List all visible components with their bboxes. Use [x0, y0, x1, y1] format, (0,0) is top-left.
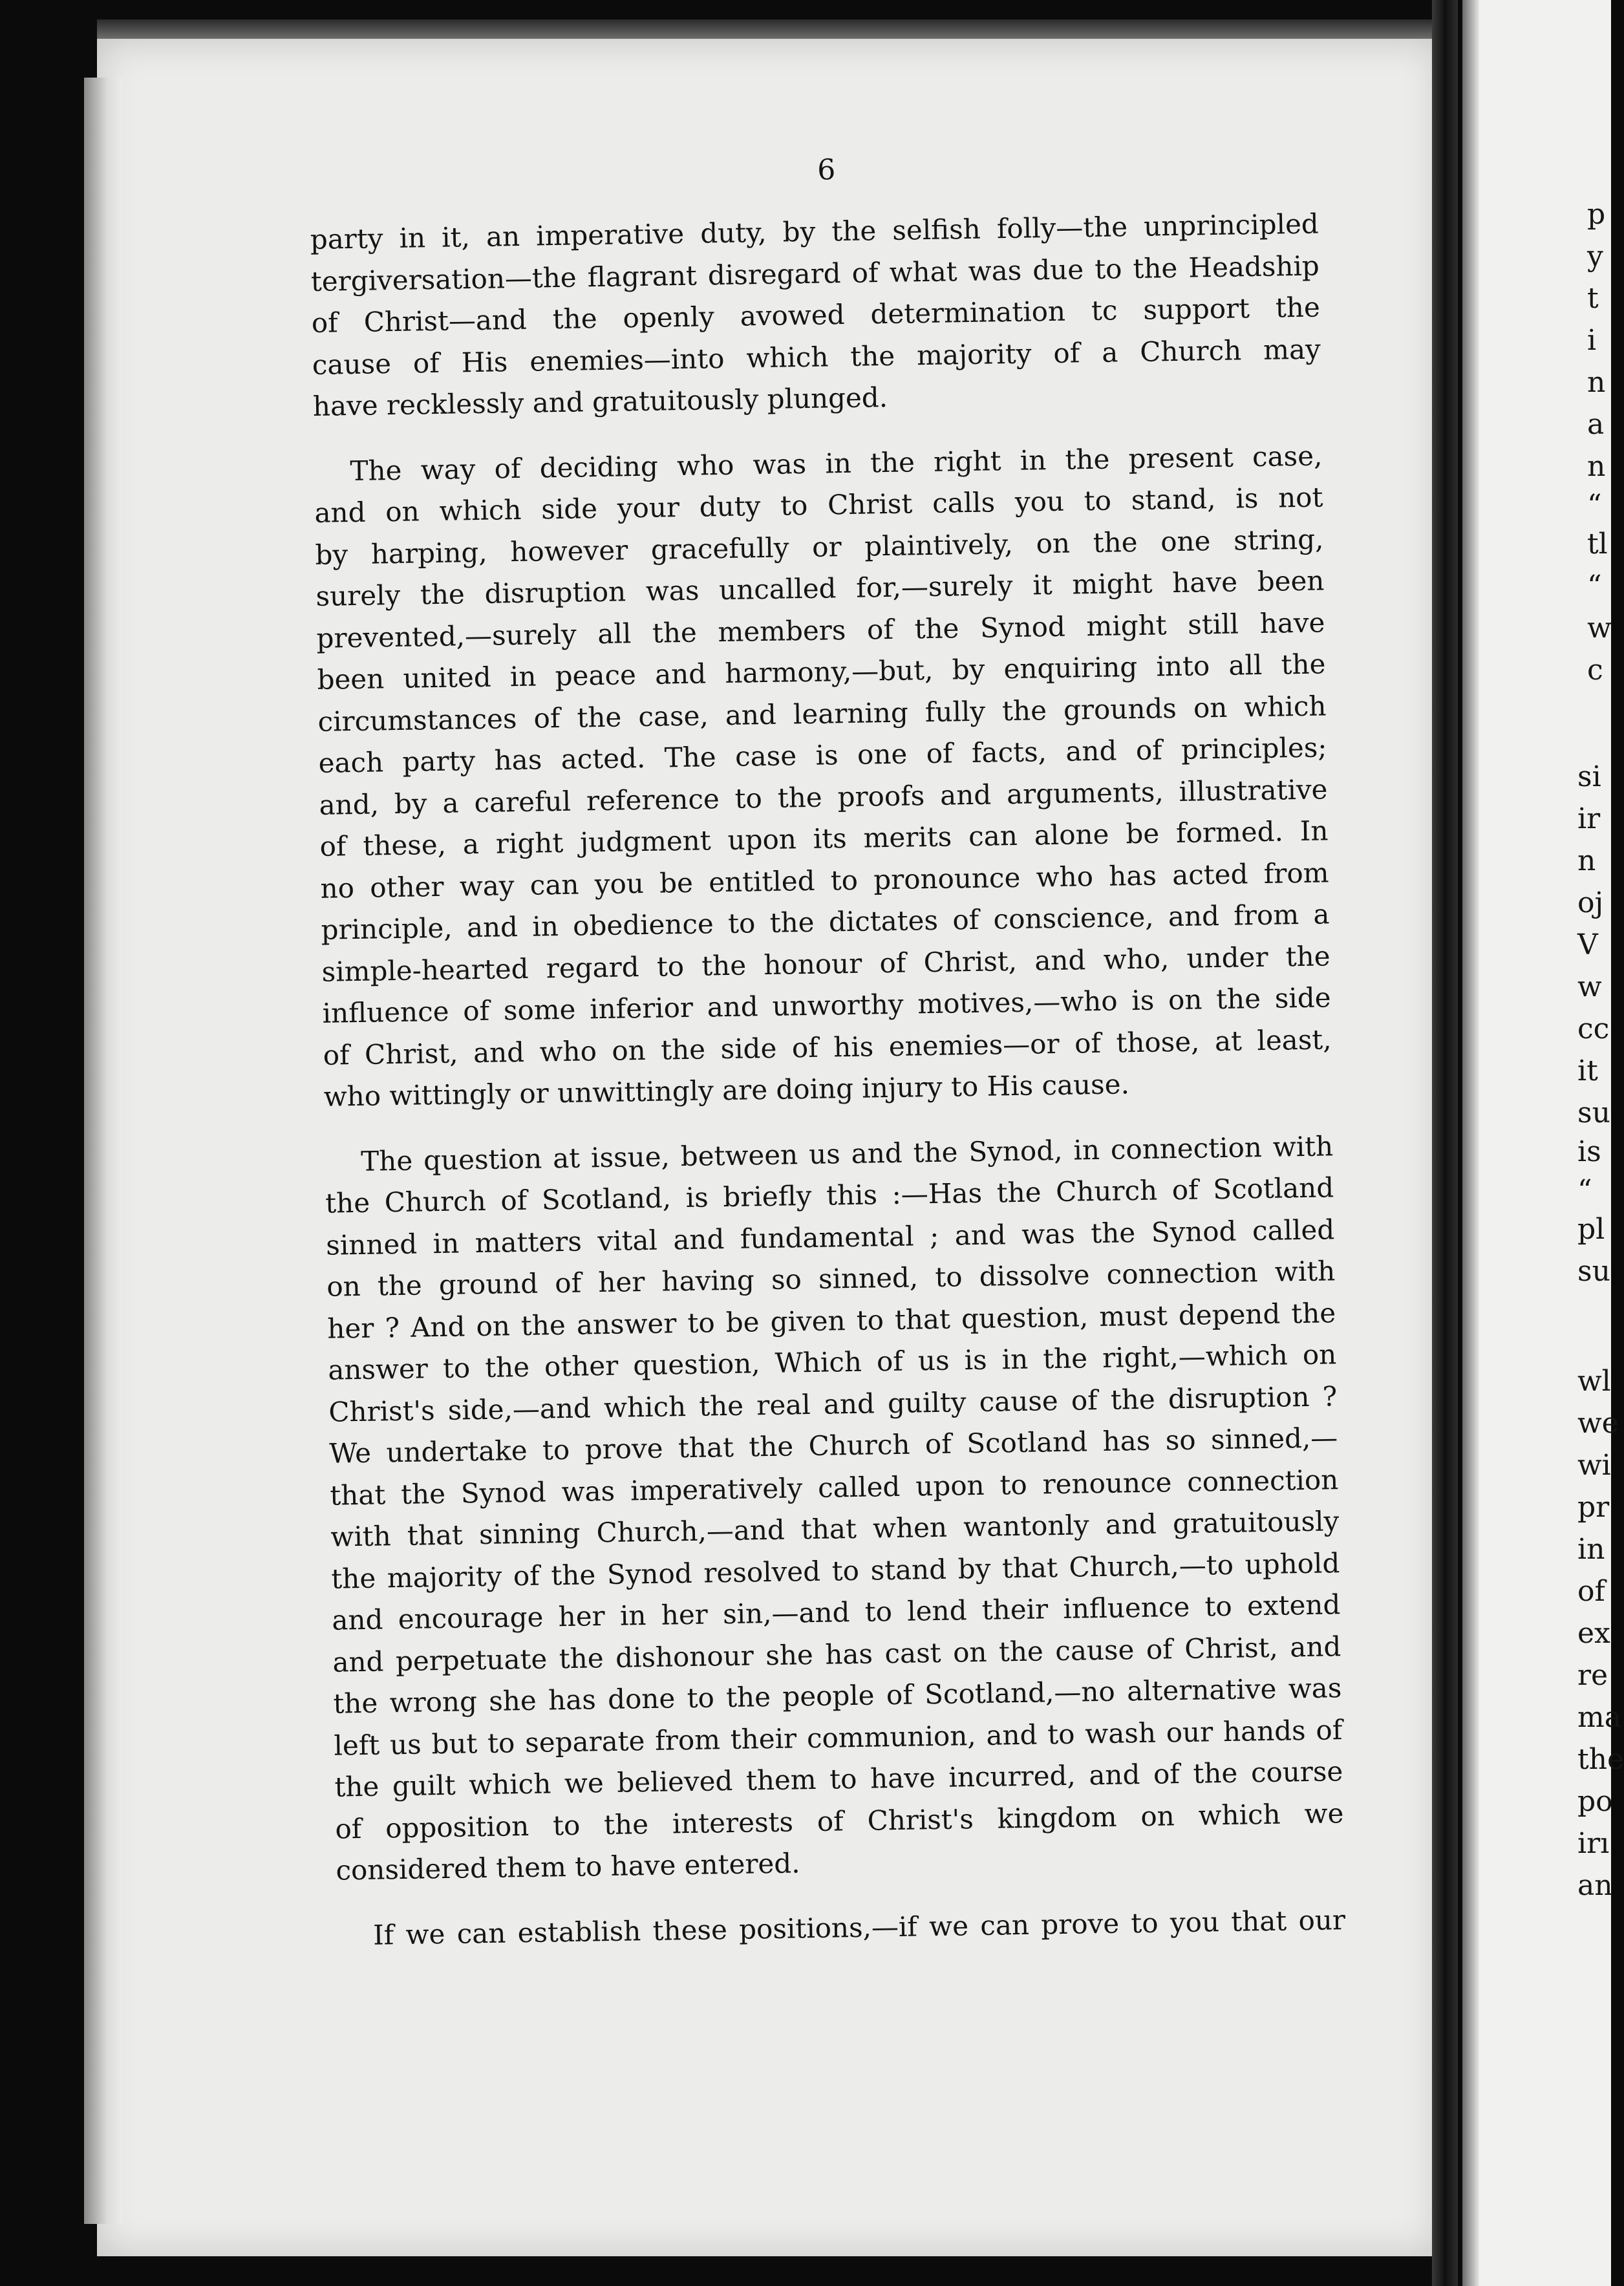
text-line: circumstances of the case, and learning fully the grounds on which [317, 689, 1327, 738]
right-page-text-fragment: pl [1577, 1213, 1605, 1246]
right-page-text-fragment: t [1587, 282, 1599, 315]
right-page-text-fragment: n [1587, 366, 1606, 399]
right-page-text-fragment: si [1577, 760, 1601, 793]
text-line: Christ's side,—and which the real and guilty cause of the disruption ? [328, 1380, 1338, 1428]
right-page-edge [1462, 0, 1479, 2286]
right-page-text-fragment: an [1577, 1869, 1613, 1902]
right-page-text-fragment: “ [1587, 489, 1602, 522]
right-page-text-fragment: i [1587, 324, 1597, 357]
text-line: the wrong she has done to the people of Scotland,—no alternative was [333, 1672, 1342, 1720]
right-page-text-fragment: re [1577, 1659, 1608, 1692]
text-line: the Church of Scotland, is briefly this :—Has the Church of Scotland [325, 1171, 1334, 1219]
text-line: that the Synod was imperatively called upon to renounce connection [330, 1463, 1339, 1512]
text-line: the guilt which we believed them to have incurred, and of the course [334, 1755, 1343, 1803]
text-line: tergiversation—the flagrant disregard of what was due to the Headship [310, 249, 1320, 297]
text-line: and, by a careful reference to the proofs and arguments, illustrative [319, 773, 1328, 821]
text-line: influence of some inferior and unworthy motives,—who is on the side [322, 981, 1331, 1029]
right-page-text-fragment: tl [1587, 528, 1608, 561]
right-page-text-fragment: we [1577, 1407, 1619, 1440]
text-line: and on which side your duty to Christ calls you to stand, is not [314, 481, 1323, 529]
right-page-text-fragment: oj [1577, 886, 1604, 919]
right-page-text-fragment: ma [1577, 1701, 1621, 1734]
right-page-text-fragment: of [1577, 1575, 1605, 1608]
right-page-text-fragment: y [1587, 240, 1603, 273]
text-line: the majority of the Synod resolved to stand by that Church,—to uphold [331, 1546, 1340, 1595]
text-line: left us but to separate from their communion, and to wash our hands of [334, 1713, 1343, 1762]
right-page-text-fragment: w [1587, 612, 1612, 645]
text-line: The way of deciding who was in the right in the present case, [350, 439, 1323, 487]
right-page-text-fragment: a [1587, 408, 1605, 441]
text-line: cause of His enemies—into which the majority of a Church may [312, 332, 1321, 381]
right-page-text-fragment: is [1577, 1135, 1601, 1168]
text-line: been united in peace and harmony,—but, by enquiring into all the [317, 648, 1326, 696]
text-line: and encourage her in her sin,—and to lend their influence to extend [332, 1588, 1341, 1636]
paragraph-4 [337, 1899, 1346, 1957]
text-line: of opposition to the interests of Christ's kingdom on which we [335, 1797, 1344, 1845]
right-page-text-fragment: irı [1577, 1827, 1610, 1860]
right-page-text-fragment: “ [1577, 1174, 1592, 1207]
right-page-text-fragment: it [1577, 1054, 1598, 1087]
text-line: have recklessly and gratuitously plunged. [312, 381, 888, 422]
text-line: her ? And on the answer to be given to that question, must depend the [326, 1296, 1336, 1345]
text-line: no other way can you be entitled to pronounce who has acted from [320, 856, 1329, 904]
right-page-text-fragment: su [1577, 1255, 1610, 1288]
text-line: principle, and in obedience to the dictates of conscience, and from a [321, 898, 1330, 946]
text-line: party in it, an imperative duty, by the selfish folly—the unprincipled [310, 208, 1320, 255]
text-line: considered them to have entered. [336, 1847, 800, 1886]
right-page-text-fragment: ir [1577, 802, 1601, 835]
right-page-text-fragment: wi [1577, 1449, 1611, 1482]
text-line: each party has acted. The case is one of facts, and of principles; [318, 731, 1327, 779]
right-page-text-fragment: V [1577, 928, 1598, 961]
page-number: 6 [817, 153, 836, 187]
text-line: with that sinning Church,—and that when wantonly and gratuitously [330, 1505, 1340, 1553]
text-line: prevented,—surely all the members of the Synod might still have [316, 606, 1325, 654]
right-page-text-fragment: su [1577, 1096, 1610, 1129]
text-line: surely the disruption was uncalled for,—surely it might have been [315, 564, 1325, 612]
page-left-edge [84, 78, 123, 2224]
right-page-text-fragment: the [1577, 1743, 1624, 1776]
right-page-text-fragment: n [1587, 450, 1606, 483]
right-page-text-fragment: cc [1577, 1012, 1610, 1045]
right-page-text-fragment: po [1577, 1785, 1613, 1818]
right-page-text-fragment: ex [1577, 1617, 1610, 1650]
right-page-text-fragment: w [1577, 970, 1602, 1003]
text-line: answer to the other question, Which of us is in the right,—which on [327, 1338, 1337, 1386]
right-page-text-fragment: p [1587, 198, 1606, 231]
text-line: sinned in matters vital and fundamental ; and was the Synod called [325, 1213, 1335, 1261]
paragraph-3 [325, 1126, 1345, 1892]
text-line: We undertake to prove that the Church of Scotland has so sinned,— [329, 1422, 1338, 1469]
text-line: of these, a right judgment upon its merits can alone be formed. In [319, 815, 1329, 862]
text-line: on the ground of her having so sinned, to dissolve connection with [326, 1255, 1336, 1303]
text-line: simple-hearted regard to the honour of Christ, and who, under the [321, 939, 1330, 988]
text-line: who wittingly or unwittingly are doing injury to His cause. [323, 1068, 1130, 1113]
right-page-text-fragment: wl [1577, 1365, 1611, 1398]
paragraph-1 [310, 203, 1321, 427]
right-page-text-fragment: pr [1577, 1491, 1610, 1524]
text-line: and perpetuate the dishonour she has cast on the cause of Christ, and [332, 1630, 1341, 1678]
paragraph-2 [314, 435, 1332, 1118]
book-gutter [1432, 0, 1458, 2286]
right-page-text-fragment: in [1577, 1533, 1605, 1566]
right-page-text-fragment: “ [1587, 570, 1602, 603]
page-text [309, 145, 1346, 1980]
text-line: If we can establish these positions,—if we can prove to you that our [372, 1903, 1346, 1951]
text-line: of Christ—and the openly avowed determination tc support the [311, 291, 1321, 339]
right-page-text-fragment: n [1577, 844, 1596, 877]
text-line: by harping, however gracefully or plaintively, on the one string, [315, 522, 1324, 571]
right-page-text-fragment: c [1587, 654, 1603, 687]
text-line: The question at issue, between us and the Synod, in connection with [360, 1129, 1334, 1177]
text-line: of Christ, and who on the side of his enemies—or of those, at least, [323, 1023, 1332, 1071]
